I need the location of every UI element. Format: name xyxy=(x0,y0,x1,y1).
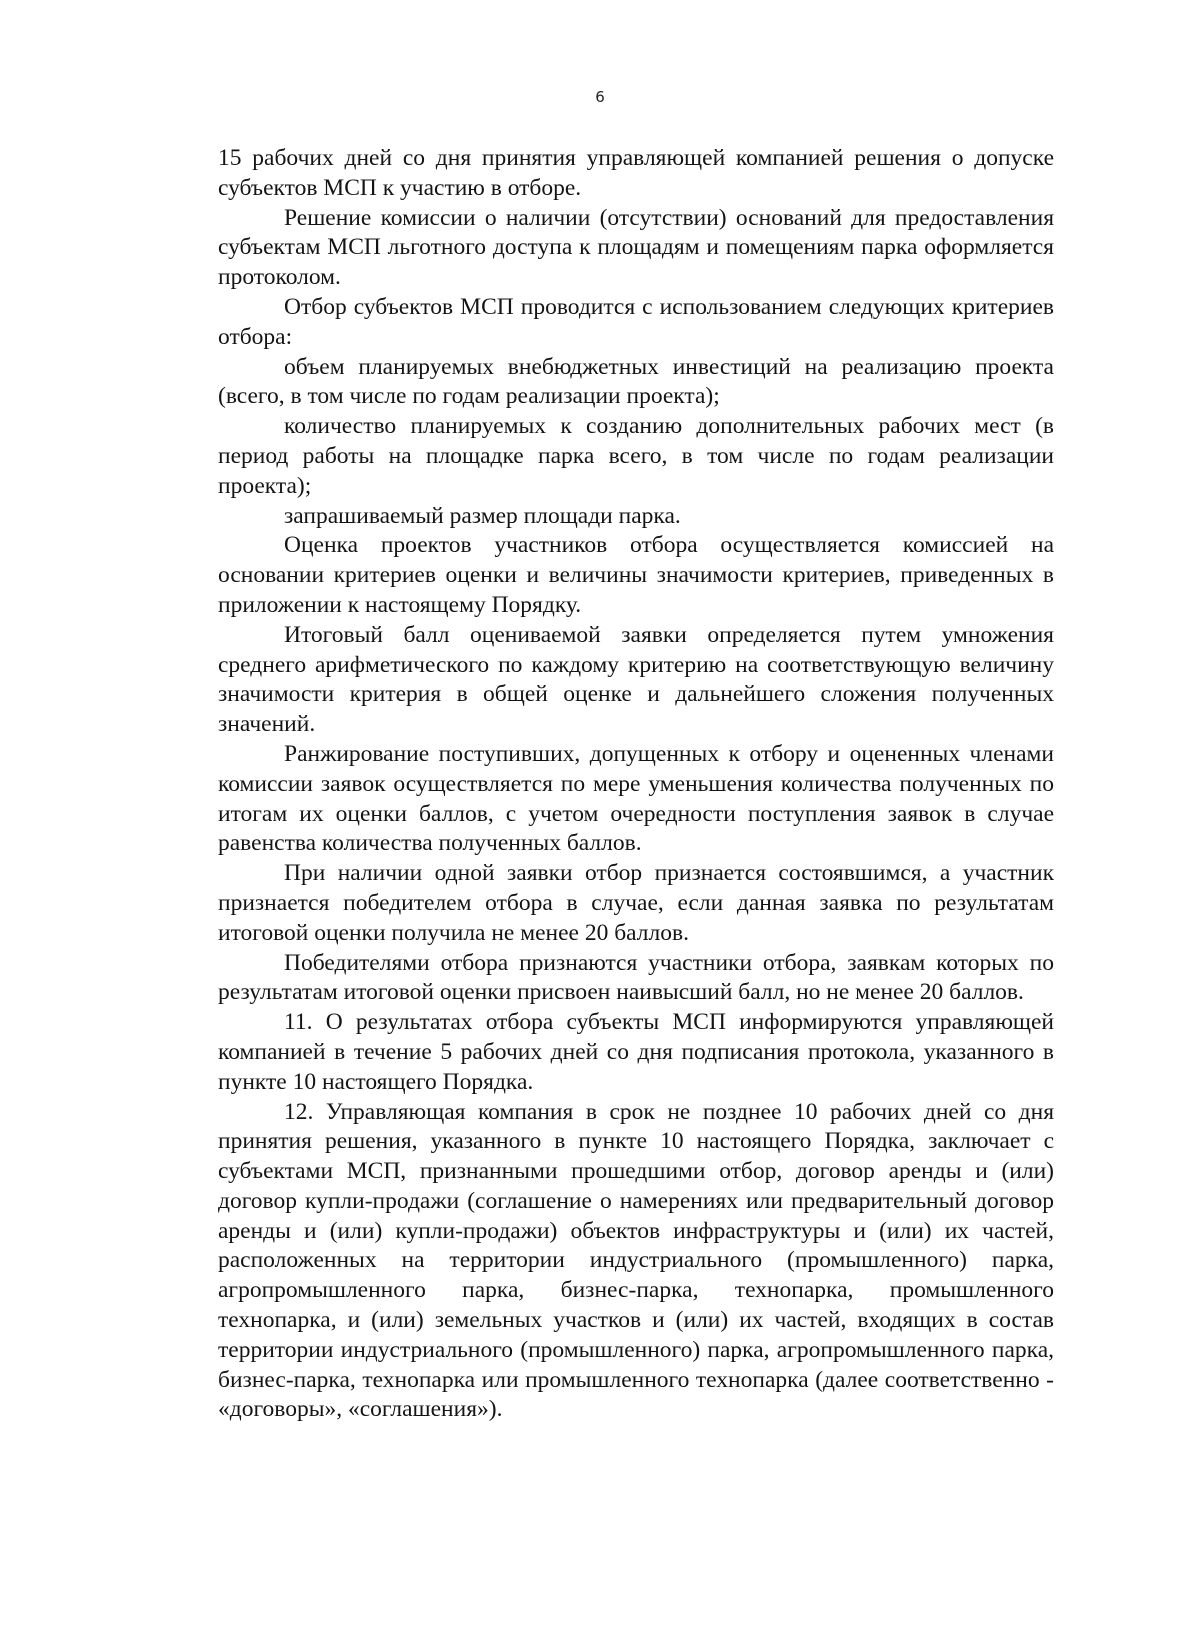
document-body xyxy=(218,144,1054,1425)
paragraph: 15 рабочих дней со дня принятия управляющей компанией решения о допуске субъектов МСП к участию в отборе. xyxy=(218,145,1054,201)
paragraph: объем планируемых внебюджетных инвестиций на реализацию проекта (всего, в том числе по годам реализации проекта); xyxy=(218,353,1054,410)
paragraph: При наличии одной заявки отбор признается состоявшимся, а участник признается победителем отбора в случае, если данная заявка по результатам итоговой оценки получила не менее 20 баллов. xyxy=(218,860,1054,946)
paragraph-item-12: 12. Управляющая компания в срок не позднее 10 рабочих дней со дня принятия решения, указанного в пункте 10 настоящего Порядка, заключает с субъектами МСП, признанными прошедшими отбор, договор аренды и (или) договор купли-продажи (соглашение о намерениях или предварительный договор аренды и (или) купли-продажи) объектов инфраструктуры и (или) их частей, расположенных на территории индустриального (промышленного) парка, агропромышленного парка, бизнес-парка, технопарка, промышленного технопарка, и (или) земельных участков и (или) их частей, входящих в состав территории индустриального (промышленного) парка, агропромышленного парка, бизнес-парка, технопарка или промышленного технопарка (далее соответственно - «договоры», «соглашения»). xyxy=(218,1098,1054,1423)
paragraph: Оценка проектов участников отбора осуществляется комиссией на основании критериев оценки и величины значимости критериев, приведенных в приложении к настоящему Порядку. xyxy=(218,532,1054,618)
paragraph: Итоговый балл оцениваемой заявки определяется путем умножения среднего арифметического по каждому критерию на соответствующую величину значимости критерия в общей оценке и дальнейшего сложения полученных значений. xyxy=(218,621,1054,738)
paragraph: запрашиваемый размер площади парка. xyxy=(284,502,681,529)
page-number: 6 xyxy=(595,88,605,106)
paragraph: Ранжирование поступивших, допущенных к отбору и оцененных членами комиссии заявок осуществляется по мере уменьшения количества полученных по итогам их оценки баллов, с учетом очередности поступления заявок в случае равенства количества полученных баллов. xyxy=(218,740,1054,857)
paragraph: Победителями отбора признаются участники отбора, заявкам которых по результатам итоговой оценки присвоен наивысший балл, но не менее 20 баллов. xyxy=(218,949,1054,1006)
paragraph: Решение комиссии о наличии (отсутствии) оснований для предоставления субъектам МСП льготного доступа к площадям и помещениям парка оформляется протоколом. xyxy=(218,204,1054,291)
paragraph-item-11: 11. О результатах отбора субъекты МСП информируются управляющей компанией в течение 5 рабочих дней со дня подписания протокола, указанного в пункте 10 настоящего Порядка. xyxy=(218,1009,1054,1095)
paragraph: количество планируемых к созданию дополнительных рабочих мест (в период работы на площадке парка всего, в том числе по годам реализации проекта); xyxy=(218,413,1054,499)
paragraph: Отбор субъектов МСП проводится с использованием следующих критериев отбора: xyxy=(218,293,1054,350)
